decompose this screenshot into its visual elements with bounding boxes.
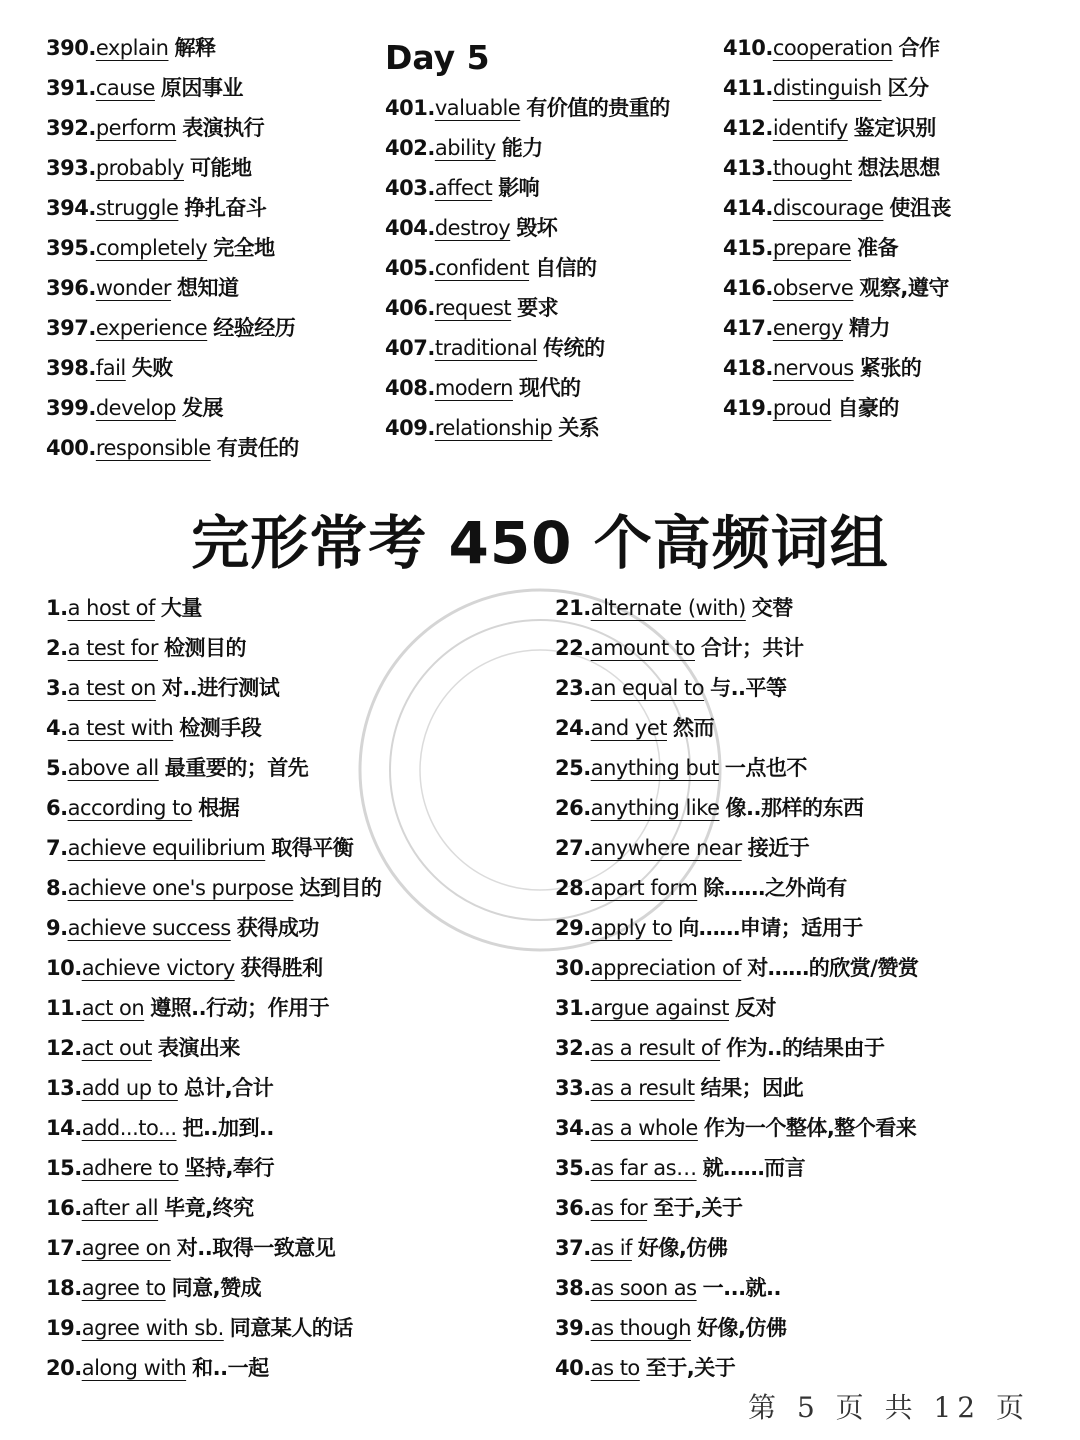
- entry-meaning: 表演执行: [182, 116, 265, 140]
- vocab-entry: [723, 68, 951, 108]
- entry-word: as soon as: [590, 1276, 697, 1300]
- vocab-entry: [555, 788, 918, 828]
- vocab-entry: [555, 868, 918, 908]
- entry-meaning: 有责任的: [216, 436, 299, 460]
- entry-meaning: 自信的: [535, 256, 597, 280]
- entry-meaning: 想法思想: [857, 156, 940, 180]
- entry-num: 27.: [555, 836, 591, 860]
- vocab-entry: [46, 708, 381, 748]
- entry-num: 400.: [46, 436, 96, 460]
- entry-word: and yet: [590, 716, 667, 740]
- entry-word: alternate (with): [590, 596, 746, 620]
- vocab-entry: [46, 1148, 381, 1188]
- entry-word: develop: [95, 396, 176, 420]
- entry-word: according to: [67, 796, 193, 820]
- entry-meaning: 区分: [887, 76, 929, 100]
- entry-word: as though: [590, 1316, 692, 1340]
- entry-meaning: 表演出来: [157, 1036, 240, 1060]
- entry-meaning: 接近于: [747, 836, 810, 860]
- vocab-entry: [46, 428, 299, 468]
- entry-meaning: 检测手段: [179, 716, 262, 740]
- entry-num: 21.: [555, 596, 591, 620]
- entry-word: act on: [81, 996, 145, 1020]
- vocab-entry: [385, 168, 670, 208]
- entry-word: agree with sb.: [81, 1316, 224, 1340]
- vocab-entry: [555, 948, 918, 988]
- vocab-entry: [723, 148, 951, 188]
- vocab-entry: [46, 228, 299, 268]
- entry-word: relationship: [434, 416, 553, 440]
- entry-word: wonder: [95, 276, 172, 300]
- entry-word: as a result of: [590, 1036, 721, 1060]
- entry-word: apply to: [590, 916, 673, 940]
- vocab-entry: [555, 588, 918, 628]
- entry-num: 392.: [46, 116, 96, 140]
- entry-meaning: 一...就..: [702, 1276, 782, 1300]
- vocab-entry: [46, 28, 299, 68]
- entry-meaning: 准备: [857, 236, 899, 260]
- entry-meaning: 达到目的: [299, 876, 382, 900]
- vocab-entry: [555, 1068, 918, 1108]
- entry-num: 412.: [723, 116, 773, 140]
- entry-word: ability: [434, 136, 496, 160]
- entry-word: probably: [95, 156, 184, 180]
- phrase-column-1: [46, 588, 381, 1388]
- entry-meaning: 完全地: [213, 236, 275, 260]
- entry-num: 419.: [723, 396, 773, 420]
- entry-word: cause: [95, 76, 155, 100]
- entry-num: 411.: [723, 76, 773, 100]
- entry-word: after all: [81, 1196, 159, 1220]
- entry-word: achieve victory: [81, 956, 235, 980]
- entry-num: 403.: [385, 176, 435, 200]
- entry-num: 399.: [46, 396, 96, 420]
- entry-num: 6.: [46, 796, 68, 820]
- entry-word: achieve equilibrium: [67, 836, 266, 860]
- vocab-entry: [46, 1228, 381, 1268]
- vocab-entry: [46, 1348, 381, 1388]
- vocab-entry: [723, 268, 951, 308]
- entry-num: 417.: [723, 316, 773, 340]
- entry-word: add...to...: [81, 1116, 177, 1140]
- entry-num: 391.: [46, 76, 96, 100]
- entry-meaning: 根据: [198, 796, 240, 820]
- vocab-entry: [385, 368, 670, 408]
- entry-num: 39.: [555, 1316, 591, 1340]
- entry-meaning: 观察,遵守: [859, 276, 949, 300]
- entry-meaning: 获得胜利: [240, 956, 323, 980]
- entry-meaning: 对..进行测试: [161, 676, 280, 700]
- entry-num: 17.: [46, 1236, 82, 1260]
- vocab-entry: [46, 148, 299, 188]
- vocab-entry: [723, 188, 951, 228]
- vocab-entry: [46, 788, 381, 828]
- entry-word: as a result: [590, 1076, 695, 1100]
- entry-num: 18.: [46, 1276, 82, 1300]
- vocab-entry: [555, 908, 918, 948]
- entry-meaning: 作为一个整体,整个看来: [703, 1116, 917, 1140]
- entry-meaning: 失败: [131, 356, 173, 380]
- entry-word: apart form: [590, 876, 698, 900]
- entry-meaning: 获得成功: [236, 916, 319, 940]
- vocab-entry: [46, 1308, 381, 1348]
- entry-word: prepare: [772, 236, 852, 260]
- entry-word: anything but: [590, 756, 719, 780]
- entry-num: 29.: [555, 916, 591, 940]
- vocab-entry: [723, 308, 951, 348]
- vocab-entry: [46, 868, 381, 908]
- entry-meaning: 对……的欣赏/赞赏: [747, 956, 919, 980]
- entry-meaning: 经验经历: [213, 316, 296, 340]
- vocab-entry: [385, 128, 670, 168]
- entry-meaning: 至于,关于: [645, 1356, 736, 1380]
- entry-meaning: 然而: [672, 716, 714, 740]
- entry-meaning: 向……申请；适用于: [678, 916, 863, 940]
- vocab-entry: [555, 1028, 918, 1068]
- entry-word: traditional: [434, 336, 538, 360]
- vocab-entry: [385, 408, 670, 448]
- entry-num: 33.: [555, 1076, 591, 1100]
- entry-meaning: 挣扎奋斗: [184, 196, 267, 220]
- entry-num: 11.: [46, 996, 82, 1020]
- vocab-entry: [46, 388, 299, 428]
- vocab-entry: [555, 1148, 918, 1188]
- vocab-column-1: [46, 28, 299, 468]
- entry-num: 40.: [555, 1356, 591, 1380]
- entry-meaning: 总计,合计: [183, 1076, 274, 1100]
- entry-meaning: 可能地: [189, 156, 252, 180]
- vocab-entry: [46, 908, 381, 948]
- entry-word: appreciation of: [590, 956, 742, 980]
- entry-num: 9.: [46, 916, 68, 940]
- vocab-entry: [385, 248, 670, 288]
- vocab-entry: [385, 208, 670, 248]
- entry-meaning: 遵照..行动；作用于: [150, 996, 330, 1020]
- entry-num: 24.: [555, 716, 591, 740]
- entry-meaning: 毁坏: [516, 216, 558, 240]
- vocab-entry: [46, 628, 381, 668]
- entry-num: 3.: [46, 676, 68, 700]
- entry-meaning: 对..取得一致意见: [176, 1236, 336, 1260]
- vocab-entry: [46, 188, 299, 228]
- entry-meaning: 好像,仿佛: [637, 1236, 728, 1260]
- entry-word: completely: [95, 236, 208, 260]
- entry-num: 13.: [46, 1076, 82, 1100]
- entry-word: proud: [772, 396, 832, 420]
- entry-word: discourage: [772, 196, 884, 220]
- vocab-entry: [555, 828, 918, 868]
- vocab-entry: [385, 328, 670, 368]
- entry-meaning: 像..那样的东西: [725, 796, 864, 820]
- entry-word: observe: [772, 276, 854, 300]
- entry-num: 404.: [385, 216, 435, 240]
- vocab-entry: [46, 1268, 381, 1308]
- entry-num: 20.: [46, 1356, 82, 1380]
- vocab-entry: [723, 108, 951, 148]
- entry-num: 406.: [385, 296, 435, 320]
- entry-word: a test on: [67, 676, 156, 700]
- entry-meaning: 同意,赞成: [171, 1276, 262, 1300]
- entry-word: distinguish: [772, 76, 882, 100]
- entry-meaning: 关系: [558, 416, 600, 440]
- entry-num: 12.: [46, 1036, 82, 1060]
- entry-word: add up to: [81, 1076, 178, 1100]
- entry-num: 35.: [555, 1156, 591, 1180]
- entry-num: 26.: [555, 796, 591, 820]
- vocab-entry: [46, 948, 381, 988]
- entry-meaning: 检测目的: [164, 636, 247, 660]
- entry-num: 402.: [385, 136, 435, 160]
- entry-meaning: 要求: [517, 296, 559, 320]
- entry-num: 36.: [555, 1196, 591, 1220]
- entry-meaning: 精力: [849, 316, 890, 340]
- entry-word: experience: [95, 316, 208, 340]
- entry-word: as if: [590, 1236, 632, 1260]
- entry-num: 394.: [46, 196, 96, 220]
- entry-num: 410.: [723, 36, 773, 60]
- vocab-entry: [723, 28, 951, 68]
- entry-num: 37.: [555, 1236, 591, 1260]
- entry-word: struggle: [95, 196, 179, 220]
- entry-num: 8.: [46, 876, 68, 900]
- entry-num: 2.: [46, 636, 68, 660]
- vocab-entry: [46, 268, 299, 308]
- entry-meaning: 结果；因此: [700, 1076, 804, 1100]
- vocab-entry: [723, 228, 951, 268]
- vocab-entry: [723, 348, 951, 388]
- entry-word: a host of: [67, 596, 155, 620]
- entry-num: 14.: [46, 1116, 82, 1140]
- entry-meaning: 大量: [160, 596, 202, 620]
- entry-word: responsible: [95, 436, 211, 460]
- entry-word: achieve success: [67, 916, 231, 940]
- vocab-entry: [46, 1028, 381, 1068]
- entry-num: 10.: [46, 956, 82, 980]
- vocab-entry: [555, 1348, 918, 1388]
- entry-word: as far as…: [590, 1156, 697, 1180]
- entry-meaning: 使沮丧: [889, 196, 951, 220]
- vocab-entry: [555, 1308, 918, 1348]
- entry-meaning: 取得平衡: [271, 836, 354, 860]
- entry-num: 19.: [46, 1316, 82, 1340]
- entry-num: 5.: [46, 756, 68, 780]
- entry-word: modern: [434, 376, 513, 400]
- entry-word: thought: [772, 156, 852, 180]
- entry-meaning: 把..加到..: [182, 1116, 274, 1140]
- entry-num: 407.: [385, 336, 435, 360]
- entry-num: 34.: [555, 1116, 591, 1140]
- entry-word: nervous: [772, 356, 854, 380]
- entry-word: confident: [434, 256, 530, 280]
- entry-word: along with: [81, 1356, 187, 1380]
- entry-num: 398.: [46, 356, 96, 380]
- vocab-entry: [46, 348, 299, 388]
- entry-meaning: 至于,关于: [653, 1196, 743, 1220]
- entry-word: perform: [95, 116, 177, 140]
- vocab-entry: [46, 828, 381, 868]
- entry-meaning: 最重要的；首先: [164, 756, 309, 780]
- entry-word: amount to: [590, 636, 695, 660]
- vocab-entry: [555, 988, 918, 1028]
- vocab-entry: [555, 1228, 918, 1268]
- entry-word: energy: [772, 316, 843, 340]
- vocab-entry: [555, 1108, 918, 1148]
- entry-meaning: 合作: [898, 36, 940, 60]
- entry-word: agree to: [81, 1276, 166, 1300]
- vocab-entry: [555, 748, 918, 788]
- vocab-entry: [555, 668, 918, 708]
- vocab-entry: [46, 68, 299, 108]
- entry-num: 395.: [46, 236, 96, 260]
- entry-word: identify: [772, 116, 848, 140]
- entry-num: 418.: [723, 356, 773, 380]
- entry-word: affect: [434, 176, 493, 200]
- entry-word: argue against: [590, 996, 729, 1020]
- entry-word: as a whole: [590, 1116, 698, 1140]
- entry-meaning: 影响: [498, 176, 540, 200]
- entry-meaning: 有价值的贵重的: [526, 96, 670, 120]
- entry-word: request: [434, 296, 512, 320]
- vocab-entry: [385, 288, 670, 328]
- entry-meaning: 就……而言: [702, 1156, 806, 1180]
- entry-meaning: 与..平等: [710, 676, 787, 700]
- vocab-entry: [723, 388, 951, 428]
- entry-word: an equal to: [590, 676, 705, 700]
- vocab-entry: [46, 588, 381, 628]
- entry-meaning: 交替: [751, 596, 793, 620]
- entry-num: 28.: [555, 876, 591, 900]
- vocab-entry: [555, 1268, 918, 1308]
- vocab-entry: [46, 308, 299, 348]
- vocab-column-3: [723, 28, 951, 428]
- entry-meaning: 原因事业: [160, 76, 243, 100]
- entry-num: 405.: [385, 256, 435, 280]
- vocab-entry: [46, 1068, 381, 1108]
- page-footer: 第 5 页 共 12 页: [748, 1391, 1030, 1424]
- entry-word: a test for: [67, 636, 159, 660]
- entry-word: agree on: [81, 1236, 171, 1260]
- entry-word: explain: [95, 36, 169, 60]
- entry-meaning: 发展: [181, 396, 223, 420]
- entry-meaning: 一点也不: [724, 756, 807, 780]
- vocab-entry: [46, 1108, 381, 1148]
- entry-word: cooperation: [772, 36, 893, 60]
- entry-num: 415.: [723, 236, 773, 260]
- entry-word: anything like: [590, 796, 720, 820]
- entry-word: above all: [67, 756, 159, 780]
- entry-num: 413.: [723, 156, 773, 180]
- vocab-column-2: [385, 88, 670, 448]
- entry-num: 390.: [46, 36, 96, 60]
- day-heading: Day 5: [385, 38, 490, 77]
- entry-meaning: 同意某人的话: [229, 1316, 353, 1340]
- entry-meaning: 传统的: [543, 336, 605, 360]
- vocab-entry: [555, 708, 918, 748]
- entry-meaning: 鉴定识别: [853, 116, 936, 140]
- entry-word: as for: [590, 1196, 648, 1220]
- entry-num: 22.: [555, 636, 591, 660]
- entry-meaning: 和..一起: [192, 1356, 269, 1380]
- entry-num: 408.: [385, 376, 435, 400]
- entry-num: 414.: [723, 196, 773, 220]
- entry-meaning: 毕竟,终究: [164, 1196, 254, 1220]
- entry-meaning: 好像,仿佛: [697, 1316, 787, 1340]
- entry-num: 32.: [555, 1036, 591, 1060]
- entry-word: achieve one's purpose: [67, 876, 294, 900]
- entry-meaning: 作为..的结果由于: [726, 1036, 885, 1060]
- vocab-entry: [46, 668, 381, 708]
- entry-num: 416.: [723, 276, 773, 300]
- entry-num: 31.: [555, 996, 591, 1020]
- entry-num: 401.: [385, 96, 435, 120]
- entry-meaning: 反对: [734, 996, 776, 1020]
- entry-meaning: 除……之外尚有: [703, 876, 847, 900]
- entry-meaning: 自豪的: [837, 396, 899, 420]
- entry-num: 15.: [46, 1156, 82, 1180]
- entry-meaning: 紧张的: [859, 356, 922, 380]
- entry-num: 1.: [46, 596, 68, 620]
- entry-meaning: 能力: [501, 136, 543, 160]
- entry-num: 393.: [46, 156, 96, 180]
- entry-num: 30.: [555, 956, 591, 980]
- entry-num: 23.: [555, 676, 591, 700]
- vocab-entry: [46, 1188, 381, 1228]
- vocab-entry: [555, 628, 918, 668]
- vocab-entry: [555, 1188, 918, 1228]
- entry-meaning: 现代的: [518, 376, 581, 400]
- entry-meaning: 合计；共计: [701, 636, 804, 660]
- entry-num: 7.: [46, 836, 68, 860]
- section-title: 完形常考 450 个高频词组: [191, 509, 889, 577]
- entry-word: destroy: [434, 216, 511, 240]
- entry-word: a test with: [67, 716, 174, 740]
- entry-word: fail: [95, 356, 126, 380]
- entry-word: adhere to: [81, 1156, 179, 1180]
- entry-num: 16.: [46, 1196, 82, 1220]
- entry-word: valuable: [434, 96, 521, 120]
- entry-word: as to: [590, 1356, 640, 1380]
- entry-num: 409.: [385, 416, 435, 440]
- entry-meaning: 坚持,奉行: [184, 1156, 274, 1180]
- entry-num: 38.: [555, 1276, 591, 1300]
- entry-num: 397.: [46, 316, 96, 340]
- vocab-entry: [46, 988, 381, 1028]
- entry-meaning: 解释: [174, 36, 216, 60]
- entry-word: act out: [81, 1036, 152, 1060]
- entry-num: 4.: [46, 716, 68, 740]
- vocab-entry: [46, 748, 381, 788]
- vocab-entry: [385, 88, 670, 128]
- vocab-entry: [46, 108, 299, 148]
- entry-num: 396.: [46, 276, 96, 300]
- entry-word: anywhere near: [590, 836, 742, 860]
- phrase-column-2: [555, 588, 918, 1388]
- entry-num: 25.: [555, 756, 591, 780]
- entry-meaning: 想知道: [177, 276, 239, 300]
